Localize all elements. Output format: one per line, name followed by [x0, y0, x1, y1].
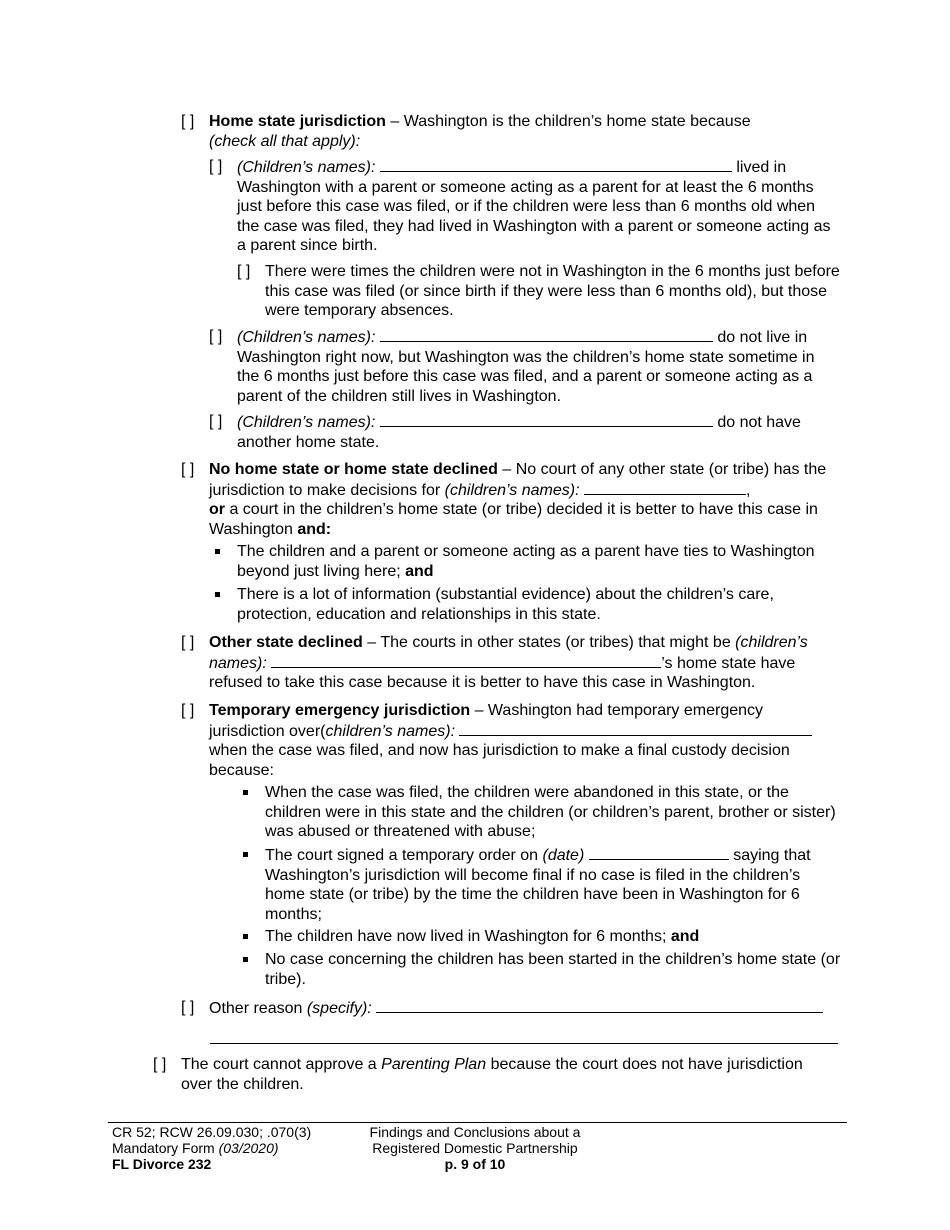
temp-bullet-3 [237, 927, 841, 947]
text: – Washington is the children’s home state because [390, 113, 751, 130]
form-title: Registered Domestic Partnership [372, 1140, 578, 1156]
other-state-section [181, 633, 845, 693]
footer-left [112, 1124, 362, 1172]
heading: Other state declined [209, 634, 363, 651]
temp-bullet-4 [237, 950, 841, 989]
checkbox[interactable]: [ ] [181, 634, 195, 651]
text: or [209, 501, 225, 519]
text: because the court does not have jurisdiction over the children. [181, 1056, 803, 1093]
home-state-subitem [237, 262, 841, 321]
home-state-item-2 [209, 327, 841, 406]
footer-divider [108, 1122, 847, 1123]
cannot-approve-section [153, 1055, 813, 1094]
temp-bullet-2 [237, 845, 841, 924]
checkbox[interactable]: [ ] [237, 263, 251, 280]
label: (children’s names): [209, 634, 808, 672]
text: Washington with a parent or someone acting as a parent for at least the 6 months just before this case was filed, or if the children were less than 6 months old when the case was filed, they had lived in Washington with a parent or someone acting as a parent since birth. [237, 178, 831, 255]
text: when the case was filed, and now has jurisdiction to make a final custody decision because: [209, 742, 790, 779]
text: – No court of any other state (or tribe) has the jurisdiction to make decisions for [209, 461, 827, 499]
checkbox[interactable]: [ ] [153, 1056, 167, 1073]
children-names-field[interactable] [380, 412, 713, 427]
label: (Children’s names): [237, 329, 376, 346]
children-names-field[interactable] [271, 653, 661, 668]
no-home-bullet-2 [209, 585, 841, 624]
text: a court in the children’s home state (or tribe) decided it is better to have this case in Washington [209, 501, 818, 538]
checkbox[interactable]: [ ] [181, 461, 195, 478]
bullet-icon [237, 845, 265, 924]
text: ( [320, 722, 326, 740]
text: and: [297, 520, 332, 538]
hint: (check all that apply): [209, 132, 361, 150]
heading: Temporary emergency jurisdiction [209, 702, 471, 719]
text: Parenting Plan [381, 1056, 487, 1073]
text: Washington right now, but Washington was the children’s home state sometime in the 6 months just before this case was filed, and a parent or someone acting as a parent of the children still lives in Washington. [237, 348, 815, 405]
checkbox[interactable]: [ ] [209, 413, 223, 430]
heading: Home state jurisdiction [209, 113, 386, 130]
label: (Children’s names): [237, 414, 376, 431]
text: There is a lot of information (substantial evidence) about the children’s care, protection, education and relationships in this state. [237, 586, 774, 623]
home-state-item-3 [209, 412, 841, 452]
children-names-field[interactable] [584, 480, 746, 495]
text: lived in [736, 159, 787, 176]
label: (specify): [306, 1000, 372, 1017]
text: No case concerning the children has been started in the children’s home state (or tribe). [265, 951, 841, 988]
no-home-bullet-1 [209, 542, 841, 581]
text: The children and a parent or someone acting as a parent have ties to Washington beyond just living here; [237, 543, 815, 580]
bullet-icon [209, 585, 237, 624]
text: do not live in [717, 329, 808, 346]
checkbox[interactable]: [ ] [209, 328, 223, 345]
text: The court cannot approve a [181, 1056, 377, 1073]
heading: No home state or home state declined [209, 461, 498, 478]
text: ’s home state have [661, 654, 796, 672]
text: The children have now lived in Washington for 6 months; [265, 928, 667, 945]
bullet-icon [237, 783, 265, 842]
temp-emergency-section [181, 701, 841, 780]
home-state-section [181, 112, 841, 151]
form-title: Findings and Conclusions about a [369, 1124, 581, 1140]
specify-field-line-2[interactable] [210, 1043, 838, 1044]
no-home-state-section [181, 460, 845, 539]
text: do not have [717, 414, 801, 431]
children-names-field[interactable] [380, 327, 713, 342]
bullet-icon [237, 950, 265, 989]
bullet-icon [209, 542, 237, 581]
page-number: p. 9 of 10 [444, 1156, 506, 1172]
label: (children’s names): [444, 481, 580, 499]
label: children’s names): [325, 722, 456, 740]
text: The court signed a temporary order on [265, 847, 539, 864]
date-field[interactable] [589, 845, 729, 860]
home-state-item-1 [209, 157, 841, 256]
text: and [670, 928, 700, 945]
label: (Children’s names): [237, 159, 376, 176]
text: Mandatory Form [112, 1140, 215, 1156]
checkbox[interactable]: [ ] [209, 158, 223, 175]
text: jurisdiction over [209, 722, 321, 740]
text: refused to take this case because it is better to have this case in Washington. [209, 674, 756, 692]
bullet-icon [237, 927, 265, 947]
text: and [405, 562, 434, 580]
specify-field[interactable] [376, 998, 823, 1013]
text: There were times the children were not in Washington in the 6 months just before this case was filed (or since birth if they were less than 6 months old), but those were temporary absences. [265, 263, 840, 320]
form-number: FL Divorce 232 [112, 1156, 212, 1172]
text: When the case was filed, the children were abandoned in this state, or the children were in this state and the children (or children’s parent, brother or sister) was abused or threatened with abuse; [265, 784, 836, 841]
checkbox[interactable]: [ ] [181, 702, 195, 719]
text: Other reason [209, 1000, 303, 1017]
text: – The courts in other states (or tribes) that might be [367, 634, 731, 651]
children-names-field[interactable] [380, 157, 732, 172]
checkbox[interactable]: [ ] [181, 113, 195, 130]
temp-bullet-1 [237, 783, 841, 842]
text: – Washington had temporary emergency [474, 702, 764, 719]
text: another home state. [237, 433, 380, 451]
checkbox[interactable]: [ ] [181, 999, 195, 1016]
children-names-field[interactable] [459, 721, 812, 736]
label: (date) [542, 847, 585, 864]
footer-center [350, 1124, 600, 1172]
text: (03/2020) [218, 1140, 279, 1156]
other-reason-section [181, 998, 841, 1019]
text: saying that Washington’s jurisdiction will become final if no case is filed in the children’s home state (or tribe) by the time the children have been in Washington for 6 months; [265, 847, 811, 923]
text: , [746, 481, 751, 499]
footer-citation: CR 52; RCW 26.09.030; .070(3) [112, 1124, 312, 1140]
